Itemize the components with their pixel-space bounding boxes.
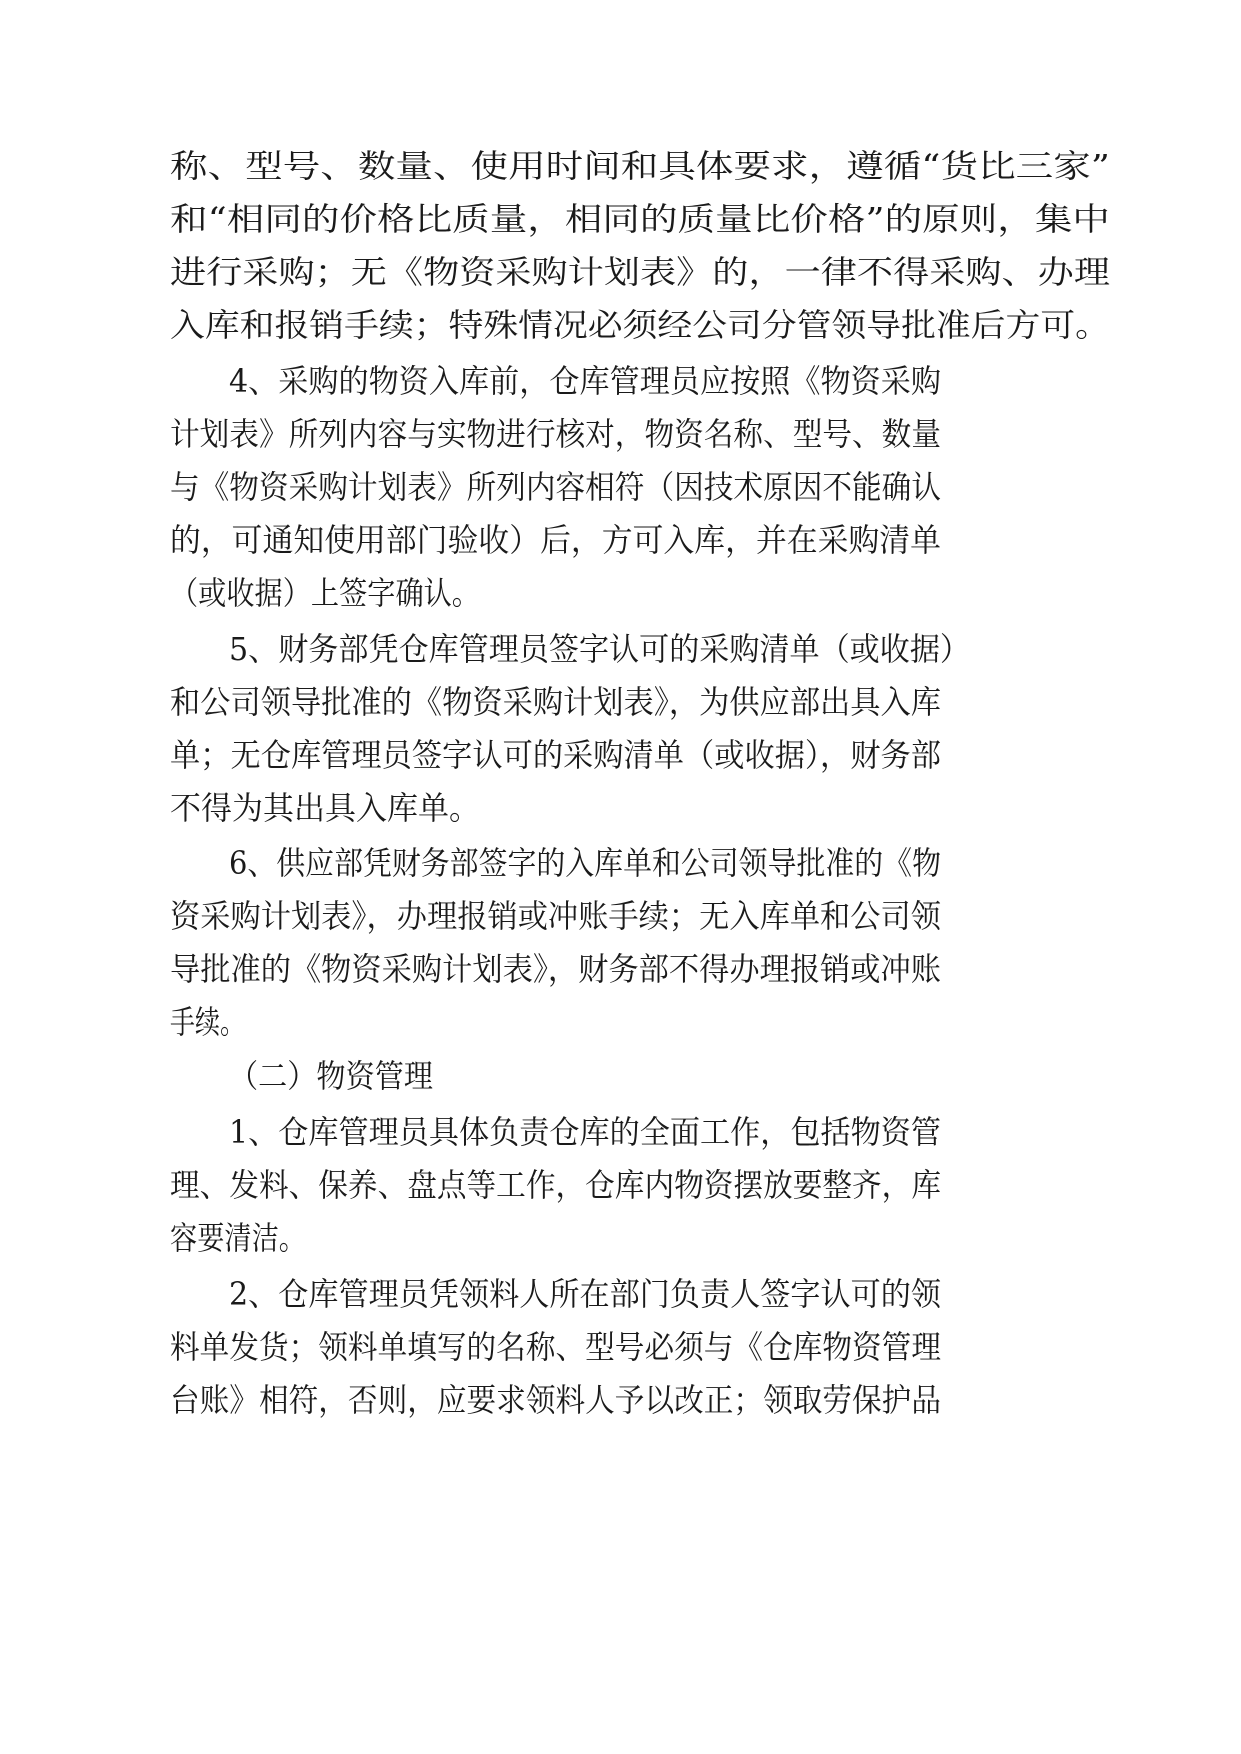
text-line (0, 146, 1241, 186)
line-text: 1、仓库管理员具体负责仓库的全面工作，包括物资管 (229, 1113, 941, 1151)
line-text: 台账》相符，否则，应要求领料人予以改正；领取劳保护品 (170, 1381, 941, 1419)
text-line (0, 520, 1241, 560)
line-text: 资采购计划表》，办理报销或冲账手续；无入库单和公司领 (170, 897, 941, 935)
text-line (0, 629, 1241, 669)
text-line (0, 199, 1241, 239)
text-line (0, 1112, 1241, 1152)
text-line (0, 1002, 1241, 1042)
line-text: 5、财务部凭仓库管理员签字认可的采购清单（或收据） (229, 630, 970, 668)
line-text: 的，可通知使用部门验收）后，方可入库，并在采购清单 (170, 521, 941, 559)
line-text: 4、采购的物资入库前，仓库管理员应按照《物资采购 (229, 362, 941, 400)
text-line (0, 573, 1241, 613)
text-line (0, 843, 1241, 883)
text-line (0, 788, 1241, 828)
line-text: 计划表》所列内容与实物进行核对，物资名称、型号、数量 (170, 415, 941, 453)
text-line (0, 682, 1241, 722)
line-text: 料单发货；领料单填写的名称、型号必须与《仓库物资管理 (170, 1328, 941, 1366)
line-text: 和“相同的价格比质量，相同的质量比价格”的原则，集中 (170, 200, 1110, 238)
text-line (0, 1165, 1241, 1205)
text-line (0, 949, 1241, 989)
text-line (0, 1380, 1241, 1420)
text-line (0, 896, 1241, 936)
line-text: 容要清洁。 (170, 1219, 306, 1257)
text-line (0, 414, 1241, 454)
line-text: 进行采购；无《物资采购计划表》的，一律不得采购、办理 (170, 253, 1110, 291)
line-text: 6、供应部凭财务部签字的入库单和公司领导批准的《物 (229, 844, 941, 882)
text-line (0, 1274, 1241, 1314)
section-heading (0, 1056, 1241, 1096)
line-text: 称、型号、数量、使用时间和具体要求，遵循“货比三家” (170, 147, 1110, 185)
line-text: 单；无仓库管理员签字认可的采购清单（或收据），财务部 (170, 736, 941, 774)
line-text: 入库和报销手续；特殊情况必须经公司分管领导批准后方可。 (170, 306, 1110, 344)
line-text: 导批准的《物资采购计划表》，财务部不得办理报销或冲账 (170, 950, 941, 988)
line-text: 与《物资采购计划表》所列内容相符（因技术原因不能确认 (170, 468, 941, 506)
line-text: （或收据）上签字确认。 (170, 574, 480, 612)
line-text: 不得为其出具入库单。 (170, 789, 480, 827)
text-line (0, 1327, 1241, 1367)
line-text: 理、发料、保养、盘点等工作，仓库内物资摆放要整齐，库 (170, 1166, 941, 1204)
section-heading-text: （二）物资管理 (229, 1057, 433, 1095)
line-text: 手续。 (170, 1003, 245, 1041)
line-text: 和公司领导批准的《物资采购计划表》，为供应部出具入库 (170, 683, 941, 721)
text-line (0, 361, 1241, 401)
text-line (0, 252, 1241, 292)
text-line (0, 305, 1241, 345)
line-text: 2、仓库管理员凭领料人所在部门负责人签字认可的领 (229, 1275, 941, 1313)
text-line (0, 467, 1241, 507)
text-line (0, 1218, 1241, 1258)
text-line (0, 735, 1241, 775)
